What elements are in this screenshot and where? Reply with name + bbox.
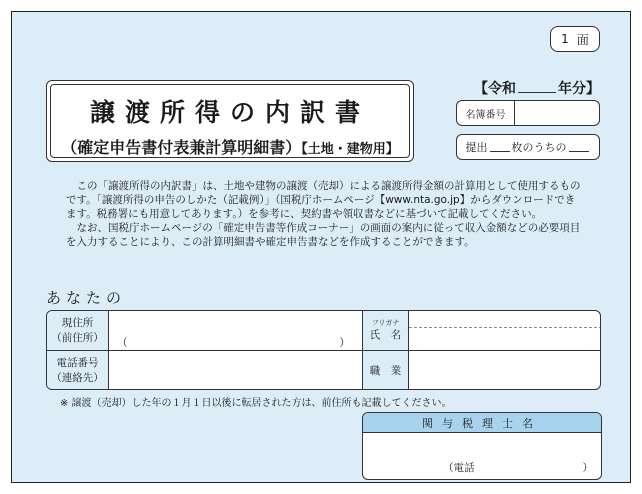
furigana-divider xyxy=(409,327,601,328)
phone-label-cell xyxy=(47,351,109,390)
name-field[interactable] xyxy=(409,311,601,351)
instruction-paragraph: なお、国税庁ホームページの「確定申告書等作成コーナー」の画面の案内に従って収入金額などの必要項目を入力することにより、この計算明細書や確定申告書などを作成することができます。 xyxy=(66,222,581,248)
submission-index-input[interactable] xyxy=(569,142,589,152)
name-register-field[interactable] xyxy=(517,101,599,125)
tax-accountant-field[interactable] xyxy=(363,434,601,479)
former-address-note: ※ 譲渡（売却）した年の１月１日以後に転居された方は、前住所も記載してください。 xyxy=(60,398,452,409)
tax-accountant-box xyxy=(362,412,602,480)
phone-label: 電話番号 xyxy=(56,357,99,369)
subtitle-land-building: 【土地・建物用】 xyxy=(301,142,399,157)
job-label-cell xyxy=(363,351,409,390)
form-title: 譲渡所得の内訳書 xyxy=(89,98,370,127)
address-label-cell xyxy=(47,311,109,351)
subtitle-paren: （確定申告書付表兼計算明細書） xyxy=(61,138,302,157)
prev-address-paren-close: ） xyxy=(339,337,350,349)
era-year-suffix: 年分】 xyxy=(558,81,600,97)
address-label: 現住所 xyxy=(61,316,94,329)
era-year-input[interactable] xyxy=(518,81,556,93)
form-page xyxy=(11,11,631,483)
page-number: 1 xyxy=(561,32,569,46)
name-register-box xyxy=(456,100,600,126)
phone-field[interactable] xyxy=(109,351,363,390)
prev-address-label: （前住所） xyxy=(51,331,104,344)
era-year xyxy=(474,78,600,98)
tax-accountant-phone-label: （電話 xyxy=(443,462,475,474)
page-number-suffix: 面 xyxy=(576,32,589,47)
form-subtitle xyxy=(51,135,409,158)
era-year-prefix: 【令和 xyxy=(474,81,516,97)
submission-count-input[interactable] xyxy=(490,142,510,152)
furigana-label: フリガナ xyxy=(371,319,400,327)
submission-count-box xyxy=(456,134,600,160)
job-field[interactable] xyxy=(409,351,601,390)
prev-address-paren-open: （ xyxy=(117,337,128,349)
name-label: 氏 名 xyxy=(369,329,402,341)
submission-prefix: 提出 xyxy=(465,141,488,154)
contact-label: （連絡先） xyxy=(51,372,104,384)
job-label: 職 業 xyxy=(369,364,402,377)
tax-accountant-header: 関与税理士名 xyxy=(363,413,601,433)
personal-info-table xyxy=(46,310,601,390)
submission-middle: 枚のうちの xyxy=(511,141,567,154)
title-inner-frame xyxy=(50,84,410,158)
title-box xyxy=(46,80,414,162)
name-label-cell xyxy=(363,311,409,351)
instructions xyxy=(66,179,584,249)
page-number-box xyxy=(550,26,600,52)
tax-accountant-phone-close: ） xyxy=(582,462,593,474)
section-title: あなたの xyxy=(46,289,127,307)
name-register-label: 名簿番号 xyxy=(457,101,515,125)
address-field[interactable] xyxy=(109,311,363,351)
instruction-paragraph: この「譲渡所得の内訳書」は、土地や建物の譲渡（売却）による譲渡所得金額の計算用として使用するものです。「譲渡所得の申告のしかた（記載例）」（国税庁ホームページ【www.nta.go.jp】からダウンロードできます。税務署にも用意してあります。）を参考に、契約書や領収書などに基づいて記載してください。 xyxy=(66,180,581,220)
